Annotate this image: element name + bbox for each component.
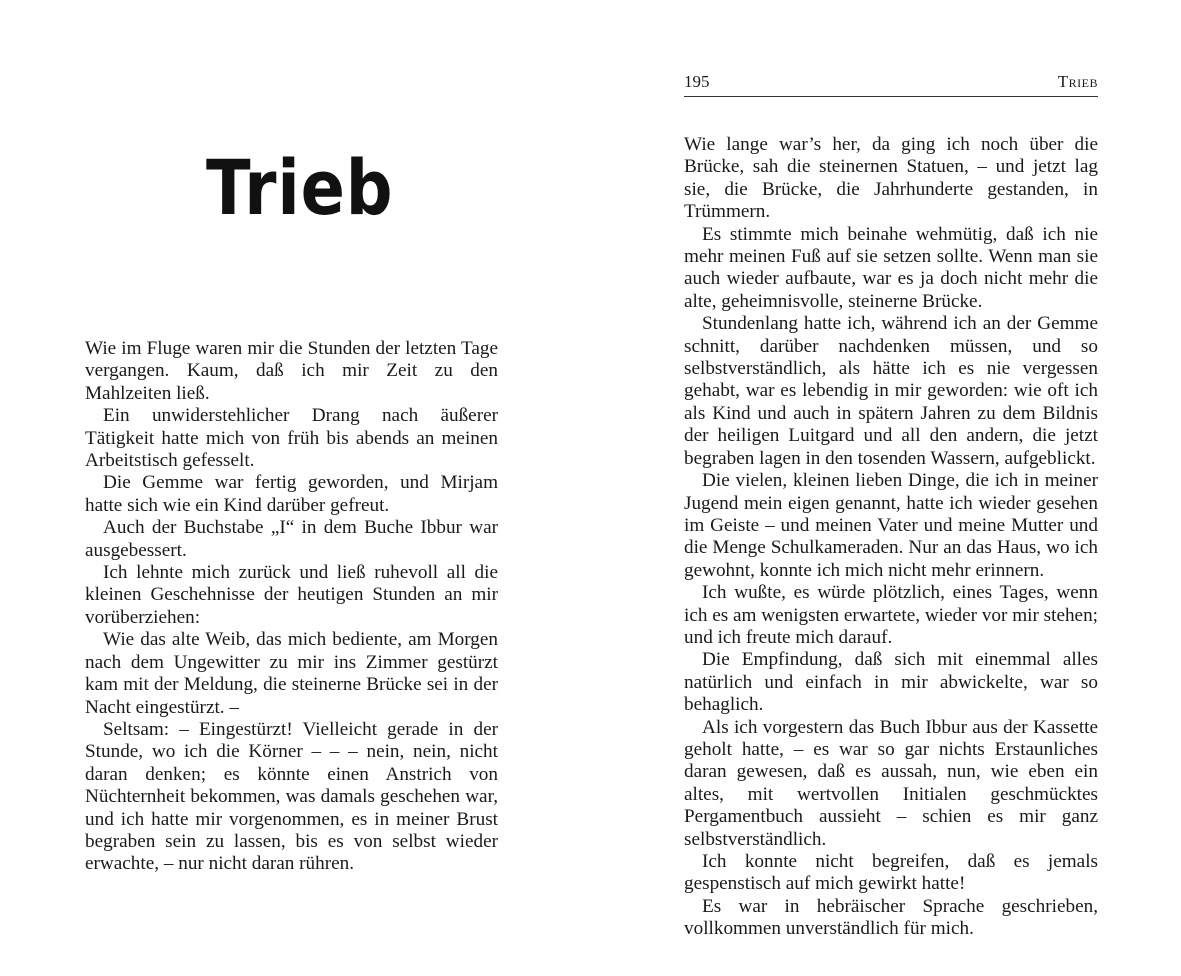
paragraph: Als ich vorgestern das Buch Ibbur aus der Kassette geholt hatte, – es war so gar nichts Erstaunliches daran gewesen, daß es aussah, nun, wie eben ein altes, mit wertvollen Initialen geschmücktes Pergamentbuch aussieht – schien es mir ganz selbstverständlich. xyxy=(684,716,1098,850)
paragraph: Wie lange war’s her, da ging ich noch über die Brücke, sah die steinernen Statuen, – und jetzt lag sie, die Brücke, die Jahrhunderte gestanden, in Trümmern. xyxy=(684,134,1098,223)
running-header-title: Trieb xyxy=(1057,72,1098,91)
paragraph: Seltsam: – Eingestürzt! Vielleicht gerade in der Stunde, wo ich die Körner – – – nein, nein, nicht daran denken; es könnte einen Anstrich von Nüchternheit bekommen, was damals geschehen war, und ich hatte mir vorgenommen, es in meiner Brust begraben sein zu lassen, bis es von selbst wieder erwachte, – nur nicht daran rühren. xyxy=(85,718,498,875)
paragraph: Stundenlang hatte ich, während ich an der Gemme schnitt, darüber nachdenken müssen, und so selbstverständlich, als hätte ich es nie vergessen gehabt, war es lebendig in mir geworden: wie oft ich als Kind und auch in spätern Jahren zu dem Bildnis der heiligen Luitgard und all den andern, die jetzt begraben lagen in den tosenden Wassern, aufgeblickt. xyxy=(684,313,1098,469)
paragraph: Die vielen, kleinen lieben Dinge, die ich in meiner Jugend mein eigen genannt, hatte ich wieder gesehen im Geiste – und meinen Vater und meine Mutter und die Menge Schulkameraden. Nur an das Haus, wo ich gewohnt, konnte ich mich nicht mehr erinnern. xyxy=(684,470,1098,581)
left-page-text xyxy=(85,338,498,876)
paragraph: Auch der Buchstabe „I“ in dem Buche Ibbur war ausgebessert. xyxy=(85,517,498,561)
chapter-title: Trieb xyxy=(206,143,394,232)
page-number: 195 xyxy=(684,72,710,91)
paragraph: Ich wußte, es würde plötzlich, eines Tages, wenn ich es am wenigsten erwartete, wieder vor mir stehen; und ich freute mich darauf. xyxy=(684,582,1098,648)
right-page-text xyxy=(684,134,1098,941)
paragraph: Die Empfindung, daß sich mit einemmal alles natürlich und einfach in mir abwickelte, war so behaglich. xyxy=(684,649,1098,716)
right-page xyxy=(590,0,1181,976)
paragraph: Ich lehnte mich zurück und ließ ruhevoll all die kleinen Geschehnisse der heutigen Stunden an mir vorüberziehen: xyxy=(85,562,498,628)
paragraph: Ich konnte nicht begreifen, daß es jemals gespenstisch auf mich gewirkt hatte! xyxy=(684,851,1098,895)
paragraph: Die Gemme war fertig geworden, und Mirjam hatte sich wie ein Kind darüber gefreut. xyxy=(85,472,498,516)
paragraph: Es stimmte mich beinahe wehmütig, daß ich nie mehr meinen Fuß auf sie setzen sollte. Wenn man sie auch wieder aufbaute, war es ja doch nicht mehr die alte, geheimnisvolle, steinerne Brücke. xyxy=(684,223,1098,312)
paragraph: Wie das alte Weib, das mich bediente, am Morgen nach dem Ungewitter zu mir ins Zimmer gestürzt kam mit der Meldung, die steinerne Brücke sei in der Nacht eingestürzt. – xyxy=(85,629,498,718)
paragraph: Ein unwiderstehlicher Drang nach äußerer Tätigkeit hatte mich von früh bis abends an meinen Arbeitstisch gefesselt. xyxy=(85,405,498,472)
paragraph: Es war in hebräischer Sprache geschrieben, vollkommen unverständlich für mich. xyxy=(684,895,1098,940)
running-header xyxy=(684,72,1098,97)
paragraph: Wie im Fluge waren mir die Stunden der letzten Tage vergangen. Kaum, daß ich mir Zeit zu den Mahlzeiten ließ. xyxy=(85,338,498,404)
left-page xyxy=(0,0,590,976)
